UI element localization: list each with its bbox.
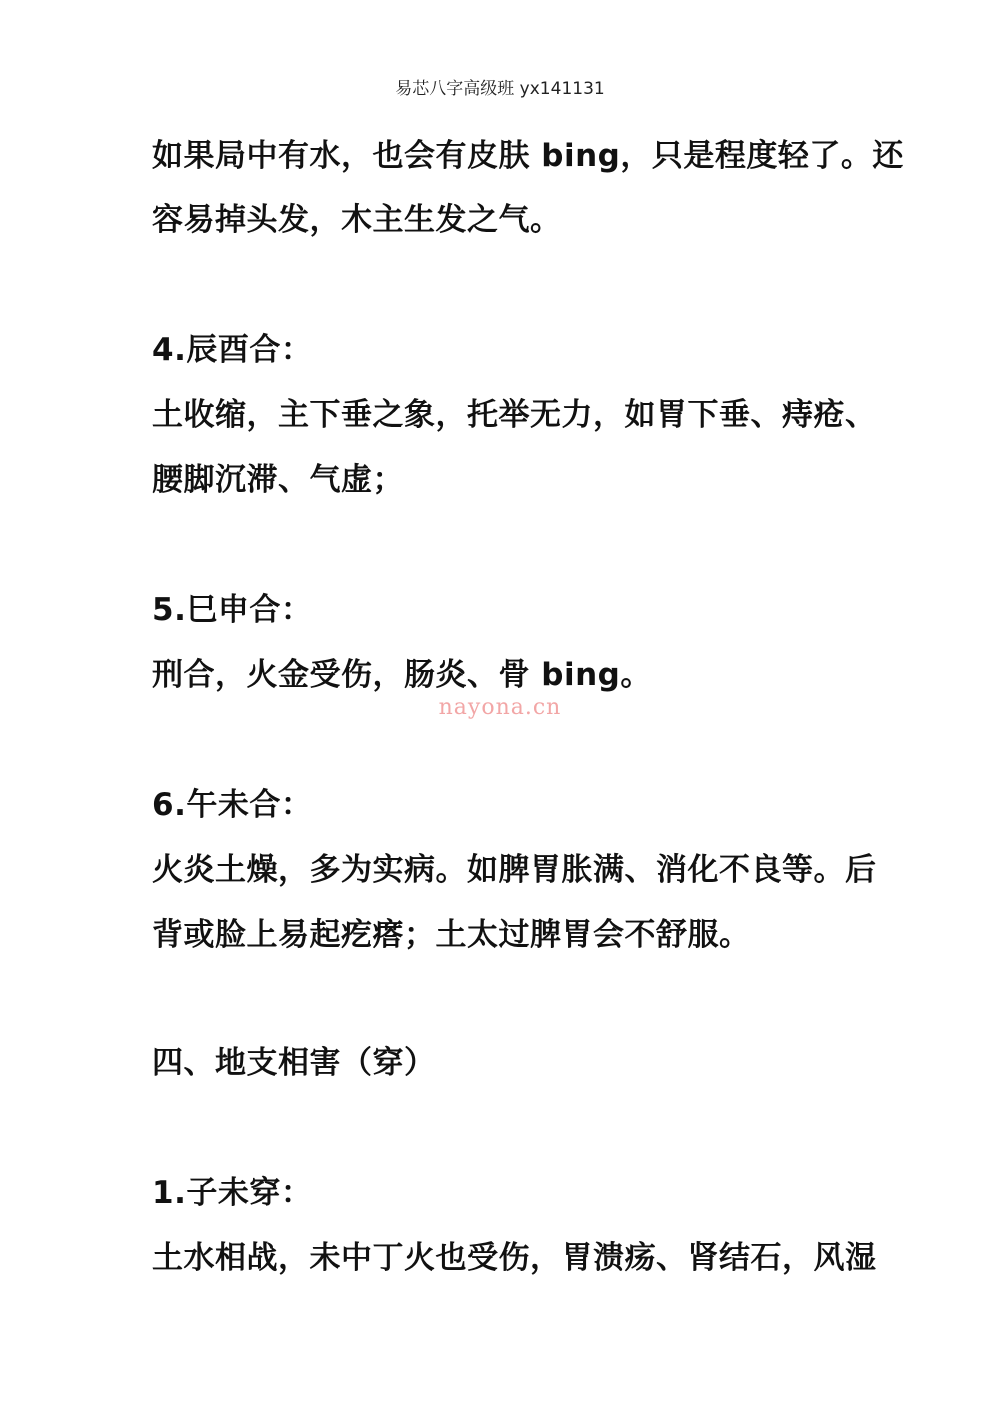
section-heading-si-shen-he: 5.巳申合： xyxy=(152,592,313,628)
body-text-line-2: 容易掉头发，木主生发之气。 xyxy=(152,202,562,238)
section-heading-wu-wei-he: 6.午未合： xyxy=(152,787,313,823)
section-heading-zi-wei-chuan: 1.子未穿： xyxy=(152,1175,313,1211)
watermark: nayona.cn xyxy=(438,695,562,720)
body-text-line-3: 土收缩，主下垂之象，托举无力，如胃下垂、痔疮、 xyxy=(152,397,877,433)
body-text-line-4: 腰脚沉滞、气虚； xyxy=(152,462,404,498)
page-header: 易芯八字高级班 yx141131 xyxy=(395,79,605,99)
chapter-heading-di-zhi-xiang-hai: 四、地支相害（穿） xyxy=(152,1045,436,1081)
section-heading-chen-you-he: 4.辰酉合： xyxy=(152,332,313,368)
body-text-line-6: 火炎土燥，多为实病。如脾胃胀满、消化不良等。后 xyxy=(152,852,877,888)
body-text-line-1: 如果局中有水，也会有皮肤 bing，只是程度轻了。还 xyxy=(152,138,904,174)
body-text-line-7: 背或脸上易起疙瘩；土太过脾胃会不舒服。 xyxy=(152,917,751,953)
body-text-line-8: 土水相战，未中丁火也受伤，胃溃疡、肾结石，风湿 xyxy=(152,1240,877,1276)
body-text-line-5: 刑合，火金受伤，肠炎、骨 bing。 xyxy=(152,657,652,693)
